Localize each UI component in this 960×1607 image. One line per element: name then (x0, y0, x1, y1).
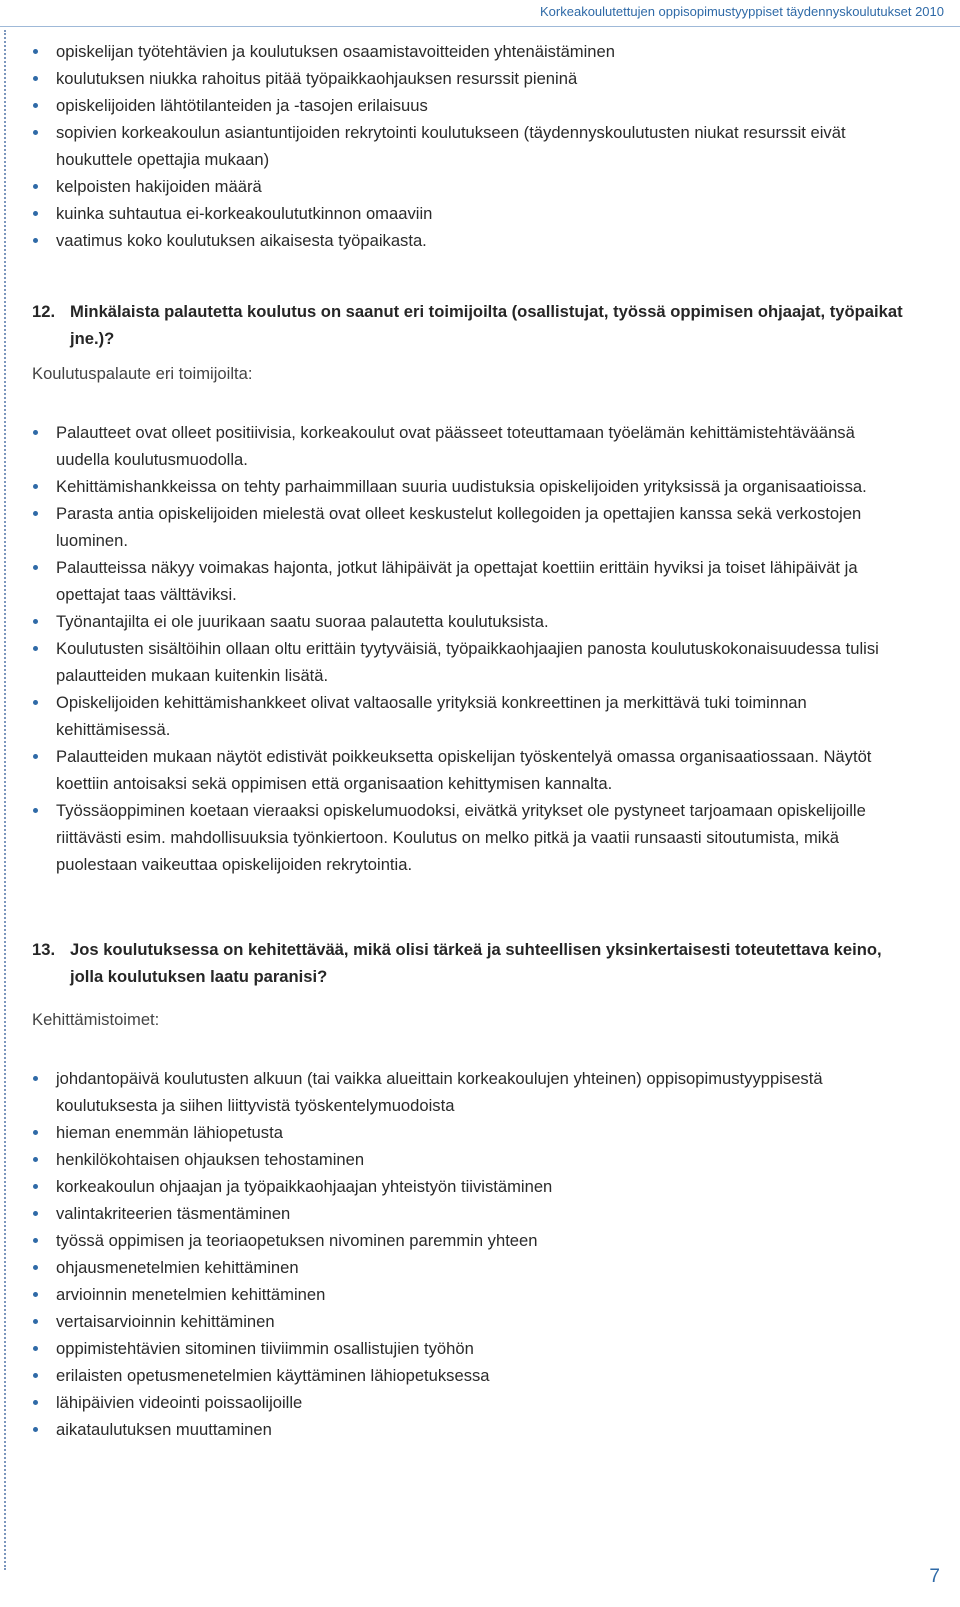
list-item: Parasta antia opiskelijoiden mielestä ovat olleet keskustelut kollegoiden ja opettajien kanssa sekä verkostojen luominen. (32, 500, 912, 554)
list-item: johdantopäivä koulutusten alkuun (tai vaikka alueittain korkeakoulujen yhteinen) oppisopimustyyppisestä koulutuksesta ja siihen liittyvistä työskentelymuodoista (32, 1065, 912, 1119)
list-item: opiskelijan työtehtävien ja koulutuksen osaamistavoitteiden yhtenäistäminen (32, 38, 912, 65)
feedback-list (32, 419, 912, 878)
list-item: korkeakoulun ohjaajan ja työpaikkaohjaajan yhteistyön tiivistäminen (32, 1173, 912, 1200)
question-13 (32, 936, 912, 990)
list-item: lähipäivien videointi poissaolijoille (32, 1389, 912, 1416)
question-number: 12. (32, 302, 56, 321)
list-item: sopivien korkeakoulun asiantuntijoiden rekrytointi koulutukseen (täydennyskoulutusten niukat resurssit eivät houkuttele opettajia mukaan) (32, 119, 912, 173)
question-12 (32, 298, 912, 352)
list-item: oppimistehtävien sitominen tiiviimmin osallistujien työhön (32, 1335, 912, 1362)
list-item: Opiskelijoiden kehittämishankkeet olivat valtaosalle yrityksiä konkreettinen ja merkittävä tuki toiminnan kehittämisessä. (32, 689, 912, 743)
section-subheading: Kehittämistoimet: (32, 1010, 160, 1029)
list-item: Palautteet ovat olleet positiivisia, korkeakoulut ovat päässeet toteuttamaan työelämän kehittämistehtäväänsä uudella koulutusmuodolla. (32, 419, 912, 473)
list-item: Koulutusten sisältöihin ollaan oltu erittäin tyytyväisiä, työpaikkaohjaajien panosta koulutuskokonaisuudessa tulisi palautteiden mukaan kuitenkin lisätä. (32, 635, 912, 689)
list-item: vaatimus koko koulutuksen aikaisesta työpaikasta. (32, 227, 912, 254)
list-item: arvioinnin menetelmien kehittäminen (32, 1281, 912, 1308)
improvement-list (32, 1065, 912, 1443)
question-text: Minkälaista palautetta koulutus on saanut eri toimijoilta (osallistujat, työssä oppimisen ohjaajat, työpaikat jne.)? (70, 302, 903, 348)
dotted-margin-rule (4, 30, 6, 1570)
list-item: hieman enemmän lähiopetusta (32, 1119, 912, 1146)
list-item: koulutuksen niukka rahoitus pitää työpaikkaohjauksen resurssit pieninä (32, 65, 912, 92)
document-body (32, 38, 912, 1443)
section-subheading: Koulutuspalaute eri toimijoilta: (32, 364, 253, 383)
list-item: valintakriteerien täsmentäminen (32, 1200, 912, 1227)
list-item: Palautteissa näkyy voimakas hajonta, jotkut lähipäivät ja opettajat koettiin erittäin hyviksi ja toiset lähipäivät ja opettajat taas välttäviksi. (32, 554, 912, 608)
list-item: kuinka suhtautua ei-korkeakoulututkinnon omaaviin (32, 200, 912, 227)
list-item: opiskelijoiden lähtötilanteiden ja -tasojen erilaisuus (32, 92, 912, 119)
list-item: Työnantajilta ei ole juurikaan saatu suoraa palautetta koulutuksista. (32, 608, 912, 635)
question-number: 13. (32, 940, 56, 959)
list-item: vertaisarvioinnin kehittäminen (32, 1308, 912, 1335)
top-bullet-list (32, 38, 912, 254)
list-item: Palautteiden mukaan näytöt edistivät poikkeuksetta opiskelijan työskentelyä omassa organisaatiossaan. Näytöt koettiin antoisaksi sekä oppimisen että organisaation kehittymisen kannalta. (32, 743, 912, 797)
question-text: Jos koulutuksessa on kehitettävää, mikä olisi tärkeä ja suhteellisen yksinkertaisesti toteutettava keino, jolla koulutuksen laatu paranisi? (70, 940, 882, 986)
list-item: erilaisten opetusmenetelmien käyttäminen lähiopetuksessa (32, 1362, 912, 1389)
page-number: 7 (929, 1566, 940, 1587)
list-item: kelpoisten hakijoiden määrä (32, 173, 912, 200)
list-item: ohjausmenetelmien kehittäminen (32, 1254, 912, 1281)
list-item: Työssäoppiminen koetaan vieraaksi opiskelumuodoksi, eivätkä yritykset ole pystyneet tarjoamaan opiskelijoille riittävästi esim. mahdollisuuksia työnkiertoon. Koulutus on melko pitkä ja vaatii runsaasti sitoutumista, mikä puolestaan vaikeuttaa opiskelijoiden rekrytointia. (32, 797, 912, 878)
running-header: Korkeakoulutettujen oppisopimustyyppiset täydennyskoulutukset 2010 (540, 4, 944, 19)
list-item: henkilökohtaisen ohjauksen tehostaminen (32, 1146, 912, 1173)
header-rule (0, 26, 960, 27)
list-item: Kehittämishankkeissa on tehty parhaimmillaan suuria uudistuksia opiskelijoiden yrityksissä ja organisaatioissa. (32, 473, 912, 500)
list-item: työssä oppimisen ja teoriaopetuksen nivominen paremmin yhteen (32, 1227, 912, 1254)
list-item: aikataulutuksen muuttaminen (32, 1416, 912, 1443)
